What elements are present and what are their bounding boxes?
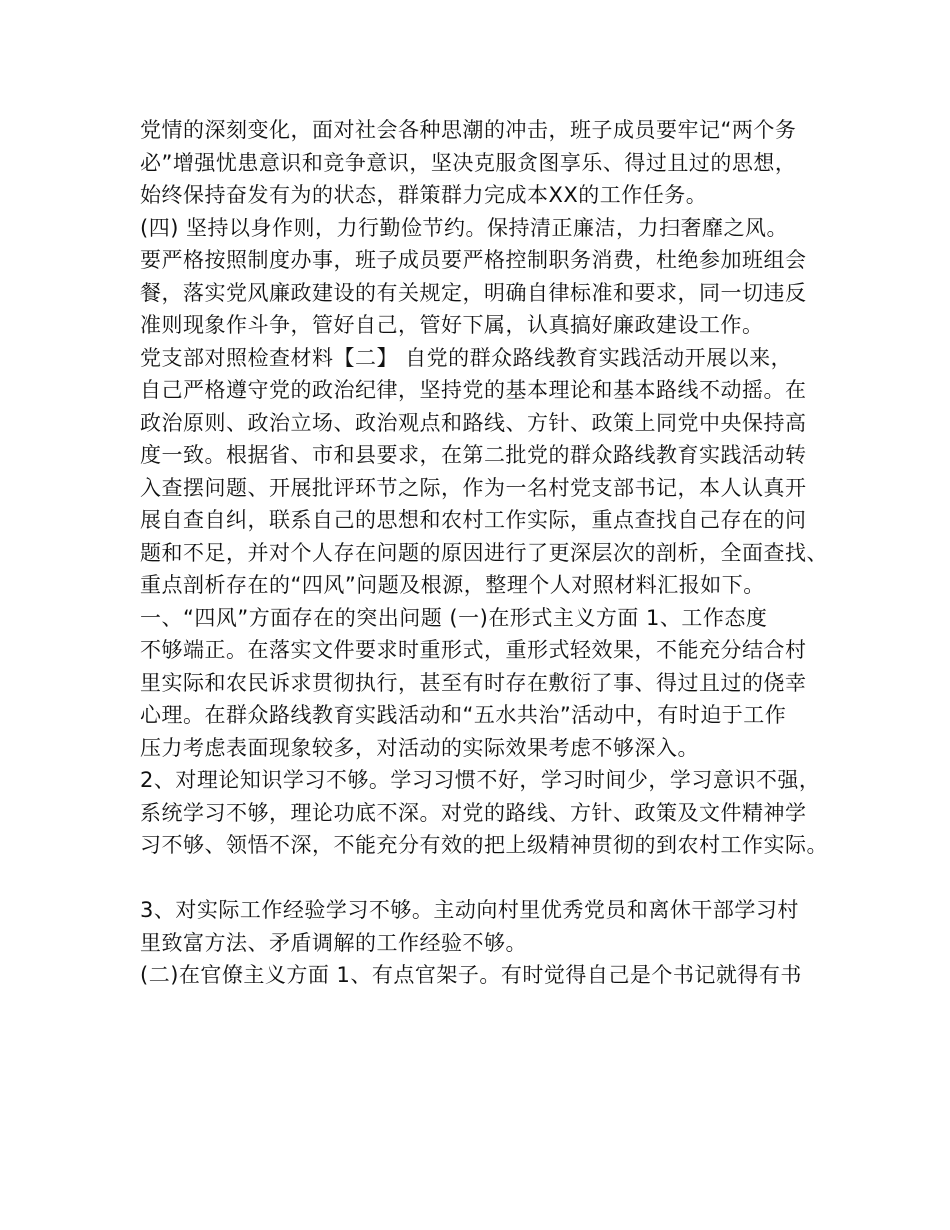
text-line: 要严格按照制度办事，班子成员要严格控制职务消费，杜绝参加班组会 (140, 248, 807, 272)
section-heading-line: (二)在官僚主义方面 1、有点官架子。有时觉得自己是个书记就得有书 (140, 963, 802, 987)
text-line: 展自查自纠，联系自己的思想和农村工作实际，重点查找自己存在的问 (140, 508, 807, 532)
text-line: 餐，落实党风廉政建设的有关规定，明确自律标准和要求，同一切违反 (140, 280, 807, 305)
text-line: 必”增强忧患意识和竞争意识，坚决克服贪图享乐、得过且过的思想， (140, 150, 797, 175)
text-line: 系统学习不够，理论功底不深。对党的路线、方针、政策及文件精神学 (140, 800, 807, 825)
text-line: 习不够、领悟不深，不能充分有效的把上级精神贯彻的到农村工作实际。 (140, 833, 828, 857)
text-line: 始终保持奋发有为的状态，群策群力完成本XX的工作任务。 (140, 183, 708, 207)
text-line: 度一致。根据省、市和县要求，在第二批党的群众路线教育实践活动转 (140, 443, 807, 467)
text-line: 政治原则、政治立场、政治观点和路线、方针、政策上同党中央保持高 (140, 410, 807, 435)
list-item-line: 3、对实际工作经验学习不够。主动向村里优秀党员和离休干部学习村 (140, 898, 799, 922)
text-line: 入查摆问题、开展批评环节之际，作为一名村党支部书记，本人认真开 (140, 475, 807, 500)
document-body (140, 114, 830, 992)
text-line: 里致富方法、矛盾调解的工作经验不够。 (140, 930, 527, 955)
text-line: 不够端正。在落实文件要求时重形式，重形式轻效果，不能充分结合村 (140, 638, 807, 662)
text-line: 重点剖析存在的“四风”问题及根源，整理个人对照材料汇报如下。 (140, 573, 765, 597)
text-line: 压力考虑表面现象较多，对活动的实际效果考虑不够深入。 (140, 735, 699, 760)
blank-line (140, 862, 830, 895)
section-heading-line: (四) 坚持以身作则，力行勤俭节约。保持清正廉洁，力扫奢靡之风。 (140, 215, 789, 240)
text-line: 里实际和农民诉求贯彻执行，甚至有时存在敷衍了事、得过且过的侥幸 (140, 670, 807, 695)
section-heading-line: 一、“四风”方面存在的突出问题 (一)在形式主义方面 1、工作态度 (140, 605, 768, 630)
text-line: 党情的深刻变化，面对社会各种思潮的冲击，班子成员要牢记“两个务 (140, 118, 797, 142)
text-line: 准则现象作斗争，管好自己，管好下属，认真搞好廉政建设工作。 (140, 313, 764, 337)
text-line: 心理。在群众路线教育实践活动和“五水共治”活动中，有时迫于工作 (140, 703, 787, 727)
list-item-line: 2、对理论知识学习不够。学习习惯不好，学习时间少，学习意识不强， (140, 768, 821, 792)
text-line: 题和不足，并对个人存在问题的原因进行了更深层次的剖析，全面查找、 (140, 540, 828, 565)
section-title-line: 党支部对照检查材料【二】 自党的群众路线教育实践活动开展以来， (140, 345, 793, 370)
text-line: 自己严格遵守党的政治纪律，坚持党的基本理论和基本路线不动摇。在 (140, 378, 807, 402)
